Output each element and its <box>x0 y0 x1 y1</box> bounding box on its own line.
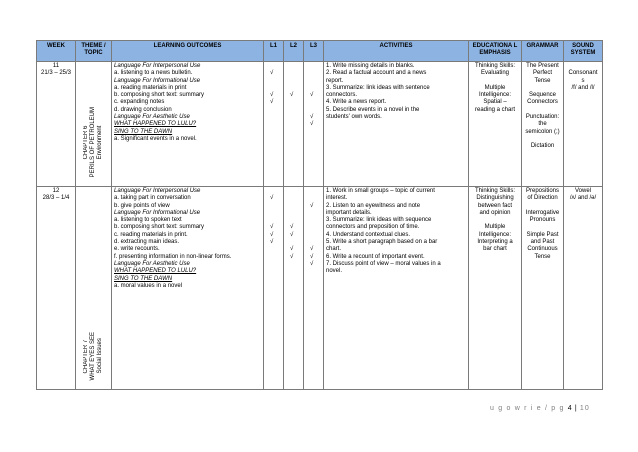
grammar-line: Tense <box>534 253 551 260</box>
activity-line: 3. Summarize: link ideas with sequence <box>326 217 432 224</box>
l1-tick <box>270 276 281 283</box>
l2-tick <box>290 188 301 195</box>
l2-tick: √ <box>290 92 294 99</box>
l3-tick: √ <box>310 121 314 128</box>
l3-tick: √ <box>310 202 314 209</box>
l3-tick <box>310 136 321 143</box>
l1-tick <box>270 254 281 261</box>
activity-line: 5. Write a short paragraph based on a bar <box>326 239 438 246</box>
l2-tick <box>290 195 301 202</box>
outcome-line: Language For Informational Use <box>114 77 201 84</box>
emphasis-line: Evaluating <box>480 70 510 77</box>
week-number: 12 <box>52 188 60 194</box>
table-row <box>37 187 603 390</box>
l2-tick <box>290 210 301 217</box>
theme-vertical-text <box>83 332 104 380</box>
l1-tick: √ <box>270 195 274 202</box>
footer-author: u g o w r i e / p g <box>490 405 565 412</box>
l3-tick: √ <box>310 114 314 121</box>
emphasis-line: Thinking Skills: <box>474 63 515 69</box>
outcome-line: Language For Aesthetic Use <box>114 260 190 267</box>
grammar-line: Pronouns <box>529 217 556 224</box>
outcome-line: WHAT HAPPENED TO LULU? <box>114 268 197 275</box>
emphasis-line: Thinking Skills: <box>474 188 515 194</box>
header-theme: THEME / TOPIC <box>76 41 112 62</box>
header-row <box>37 41 603 62</box>
activity-line: chart. <box>326 246 342 253</box>
outcome-line: f. presenting information in non-linear forms. <box>114 253 232 260</box>
emphasis-line: Intelligence: <box>478 92 512 99</box>
l1-tick <box>270 114 281 121</box>
activity-line: 7. Discuss point of view – moral values in a <box>326 260 441 267</box>
theme-cell <box>76 62 112 187</box>
sound-system-cell <box>564 62 603 187</box>
header-l2: L2 <box>284 41 304 62</box>
activities-cell <box>324 187 469 390</box>
l1-tick <box>270 107 281 114</box>
outcome-line: Language For Interpersonal Use <box>114 188 201 194</box>
grammar-line <box>524 85 561 92</box>
emphasis-line <box>471 78 519 85</box>
grammar-line: the <box>538 121 547 128</box>
l2-tick <box>290 203 301 210</box>
footer-total-pages: 10 <box>579 405 590 412</box>
emphasis-line: Multiple <box>484 84 506 91</box>
grammar-line: Interrogative <box>525 209 560 216</box>
header-outcomes: LEARNING OUTCOMES <box>112 41 264 62</box>
activity-line: 4. Write a news report. <box>326 99 387 106</box>
emphasis-line: Multiple <box>484 224 506 231</box>
activity-line: connectors and preposition of time. <box>326 224 420 231</box>
l3-tick <box>310 232 321 239</box>
l2-tick <box>290 99 301 106</box>
theme-title: PERILS OF PETROLEUM <box>89 106 96 177</box>
theme-chapter: CHAPTER 7 <box>82 338 89 373</box>
theme-cell <box>76 187 112 390</box>
l1-tick <box>270 136 281 143</box>
l3-tick <box>310 129 321 136</box>
outcome-line: Language For Interpersonal Use <box>114 63 201 69</box>
footer-page-number: 4 <box>567 405 572 412</box>
l3-tick <box>310 224 321 231</box>
activity-line: novel. <box>326 268 343 275</box>
l3-tick: √ <box>310 253 314 260</box>
outcome-line: d. extracting main ideas. <box>114 239 180 246</box>
week-dates: 21/3 – 25/3 <box>40 70 72 77</box>
header-week: WEEK <box>37 41 76 62</box>
header-activities: ACTIVITIES <box>324 41 469 62</box>
emphasis-line: and opinion <box>479 209 511 216</box>
sound-line: /f/ and /l/ <box>571 84 595 91</box>
l1-tick <box>270 246 281 253</box>
sound-line <box>566 63 600 70</box>
l2-tick <box>290 129 301 136</box>
activity-line: 1. Work in small groups – topic of current <box>326 188 435 194</box>
emphasis-line: Intelligence: <box>478 231 512 238</box>
activity-line: connectors. <box>326 92 358 99</box>
grammar-line: Dictation <box>530 143 555 150</box>
l3-tick <box>310 78 321 85</box>
l2-tick <box>290 276 301 283</box>
l1-tick: √ <box>270 70 274 77</box>
learning-outcomes-cell <box>112 62 264 187</box>
activity-line: 3. Summarize: link ideas with sentence <box>326 84 430 91</box>
header-grammar: GRAMMAR <box>522 41 564 62</box>
l3-tick <box>310 268 321 275</box>
grammar-line: Sequence <box>528 92 557 99</box>
educational-emphasis-cell <box>469 62 522 187</box>
activity-line: report. <box>326 77 344 84</box>
l1-tick: √ <box>270 224 274 231</box>
emphasis-line: between fact <box>477 202 513 209</box>
week-cell <box>37 62 76 187</box>
l3-cell <box>304 62 324 187</box>
table-row <box>37 62 603 187</box>
sound-line: Vowel <box>574 188 591 194</box>
l3-tick <box>310 283 321 290</box>
l3-tick <box>310 210 321 217</box>
activity-line: students' own words. <box>326 114 382 121</box>
lesson-plan-table <box>36 40 603 390</box>
grammar-cell <box>522 62 564 187</box>
grammar-line: Punctuation: <box>525 114 560 121</box>
theme-chapter: CHAPTER 6 <box>82 124 89 159</box>
l2-tick: √ <box>290 231 294 238</box>
l2-tick <box>290 107 301 114</box>
outcome-line: b. composing short text: summary <box>114 92 205 99</box>
emphasis-line: bar chart <box>483 246 507 253</box>
sound-line: s <box>581 77 585 84</box>
grammar-line: Continuous <box>527 246 558 253</box>
l2-tick <box>290 136 301 143</box>
l3-tick <box>310 188 321 195</box>
l1-tick <box>270 283 281 290</box>
l3-tick <box>310 195 321 202</box>
outcome-line: Language For Informational Use <box>114 209 201 216</box>
sound-line: Consonant <box>568 70 598 77</box>
footer-separator: | <box>574 405 577 412</box>
l2-tick <box>290 121 301 128</box>
header-l3: L3 <box>304 41 324 62</box>
theme-vertical-text <box>83 107 104 177</box>
header-l1: L1 <box>264 41 284 62</box>
l3-tick <box>310 276 321 283</box>
l3-tick <box>310 70 321 77</box>
outcome-line: a. Significant events in a novel. <box>114 135 197 142</box>
grammar-line: The Present <box>526 63 559 69</box>
l1-tick: √ <box>270 239 274 246</box>
outcome-line: b. give points of view <box>114 202 170 209</box>
outcome-line: SING TO THE DAWN <box>114 275 173 282</box>
grammar-line: Connectors <box>527 99 558 106</box>
header-sound-system: SOUND SYSTEM <box>564 41 603 62</box>
l1-tick <box>270 261 281 268</box>
emphasis-line: Interpreting a <box>477 239 513 246</box>
l3-tick <box>310 107 321 114</box>
l2-cell <box>284 187 304 390</box>
l2-tick <box>290 70 301 77</box>
theme-sub: Social Issues <box>96 338 103 374</box>
emphasis-line <box>471 217 519 224</box>
header-educational-emphasis: EDUCATIONA L EMPHASIS <box>469 41 522 62</box>
l2-cell <box>284 62 304 187</box>
l2-tick <box>290 63 301 70</box>
emphasis-line: Distinguishing <box>476 195 514 202</box>
outcome-line: a. listening to a news bulletin. <box>114 70 193 77</box>
outcome-line: a. moral values in a novel <box>114 282 183 289</box>
activity-line: 6. Write a recount of important event. <box>326 253 425 260</box>
l2-tick <box>290 78 301 85</box>
grammar-line <box>524 136 561 143</box>
grammar-line <box>524 107 561 114</box>
l2-tick: √ <box>290 224 294 231</box>
l2-tick <box>290 261 301 268</box>
outcome-line: a. listening to spoken text <box>114 217 182 224</box>
l1-tick: √ <box>270 92 274 99</box>
grammar-line: and Past <box>530 239 555 246</box>
emphasis-line: reading a chart <box>474 106 516 113</box>
educational-emphasis-cell <box>469 187 522 390</box>
sound-system-cell <box>564 187 603 390</box>
l3-cell <box>304 187 324 390</box>
outcome-line: c. reading materials in print. <box>114 231 188 238</box>
outcome-line: b. composing short text: summary <box>114 224 205 231</box>
activity-line: important details. <box>326 209 372 216</box>
grammar-cell <box>522 187 564 390</box>
grammar-line: of Direction <box>527 195 558 202</box>
theme-sub: Environment <box>96 124 103 159</box>
l2-tick <box>290 268 301 275</box>
outcome-line: d. drawing conclusion <box>114 106 172 113</box>
l1-tick <box>270 129 281 136</box>
grammar-line: Simple Past <box>526 231 559 238</box>
l3-tick: √ <box>310 92 314 99</box>
l3-tick: √ <box>310 246 314 253</box>
week-dates: 28/3 – 1/4 <box>42 195 70 202</box>
outcome-line: a. reading materials in print <box>114 84 187 91</box>
l1-tick <box>270 78 281 85</box>
grammar-line: Prepositions <box>525 188 560 194</box>
grammar-line <box>524 203 561 210</box>
l3-tick <box>310 63 321 70</box>
l2-tick: √ <box>290 246 294 253</box>
l3-tick <box>310 217 321 224</box>
grammar-line: semicolon (;) <box>525 128 560 135</box>
l3-tick <box>310 99 321 106</box>
l1-tick <box>270 268 281 275</box>
l1-tick: √ <box>270 99 274 106</box>
sound-line: /ʌ/ and /ə/ <box>569 195 597 202</box>
outcome-line: e. write recounts. <box>114 246 160 253</box>
outcome-line: c. expanding notes <box>114 99 165 106</box>
theme-title: WHAT EYES SEE <box>89 331 96 380</box>
activity-line: interest. <box>326 195 348 202</box>
l2-tick <box>290 283 301 290</box>
learning-outcomes-cell <box>112 187 264 390</box>
outcome-line: Language For Aesthetic Use <box>114 114 190 121</box>
activity-line: 4. Understand contextual clues. <box>326 231 411 238</box>
l2-tick <box>290 114 301 121</box>
activity-line: 2. Listen to an eyewitness and note <box>326 202 421 209</box>
l1-cell <box>264 187 284 390</box>
activity-line: 5. Describe events in a novel in the <box>326 106 420 113</box>
week-cell <box>37 187 76 390</box>
grammar-line <box>524 224 561 231</box>
l2-tick: √ <box>290 253 294 260</box>
outcome-line: a. taking part in conversation <box>114 195 191 202</box>
grammar-line: Perfect <box>532 70 552 77</box>
outcome-line: WHAT HAPPENED TO LULU? <box>114 121 197 128</box>
outcome-line: SING TO THE DAWN <box>114 128 173 135</box>
page-footer <box>490 405 590 412</box>
activity-line: 2. Read a factual account and a news <box>326 70 427 77</box>
grammar-line: Tense <box>534 77 551 84</box>
activity-line: 1. Write missing details in blanks. <box>326 63 415 69</box>
l1-cell <box>264 62 284 187</box>
l1-tick <box>270 121 281 128</box>
l1-tick <box>270 203 281 210</box>
l1-tick <box>270 210 281 217</box>
week-number: 11 <box>52 63 60 69</box>
l1-tick: √ <box>270 231 274 238</box>
activities-cell <box>324 62 469 187</box>
l3-tick: √ <box>310 260 314 267</box>
emphasis-line: Spatial – <box>483 99 507 106</box>
